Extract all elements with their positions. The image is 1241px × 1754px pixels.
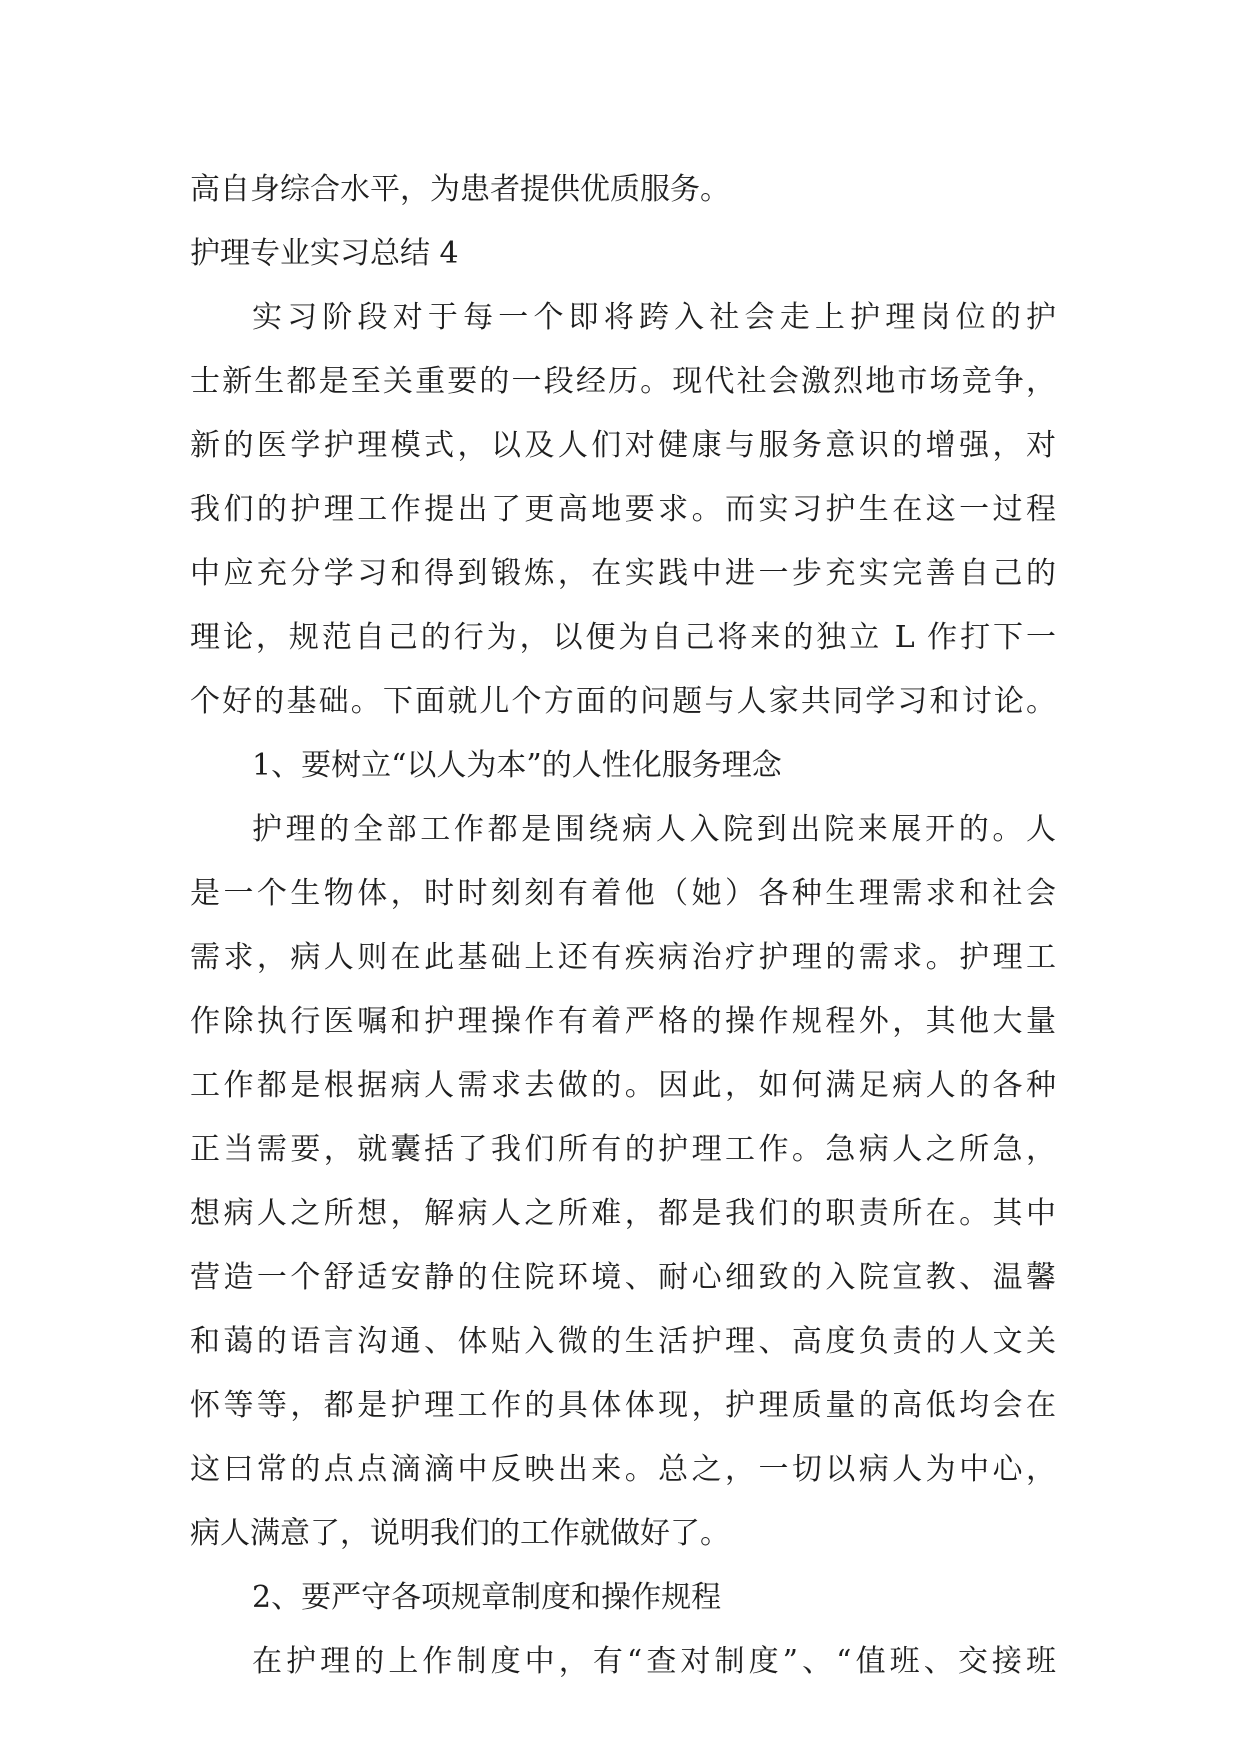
paragraph-line: 我们的护理工作提出了更高地要求。而实习护生在这一过程 [190, 492, 1056, 527]
paragraph-line: 中应充分学习和得到锻炼，在实践中进一步充实完善自己的 [190, 556, 1056, 591]
section-title: 护理专业实习总结 4 [190, 236, 459, 271]
paragraph-line: 需求，病人则在此基础上还有疾病治疗护理的需求。护理工 [190, 940, 1056, 975]
paragraph-line: 护理的全部工作都是围绕病人入院到出院来展开的。人 [252, 812, 1056, 847]
document-body [190, 158, 1056, 1694]
continuation-line: 高自身综合水平，为患者提供优质服务。 [190, 172, 730, 207]
paragraph-2 [190, 798, 1056, 1566]
paragraph-1 [190, 286, 1056, 734]
paragraph-line: 理论，规范自己的行为，以便为自己将来的独立 L 作打下一 [190, 620, 1056, 655]
paragraph-line: 怀等等，都是护理工作的具体体现，护理质量的高低均会在 [190, 1388, 1056, 1423]
section-heading-2: 2、要严守各项规章制度和操作规程 [252, 1580, 722, 1615]
paragraph-line: 实习阶段对于每一个即将跨入社会走上护理岗位的护 [252, 300, 1056, 335]
paragraph-line: 个好的基础。下面就儿个方面的问题与人家共同学习和讨论。 [190, 684, 1056, 719]
paragraph-line: 想病人之所想，解病人之所难，都是我们的职责所在。其中 [190, 1196, 1056, 1231]
paragraph-line: 士新生都是至关重要的一段经历。现代社会激烈地市场竞争， [190, 364, 1056, 399]
paragraph-line: 和蔼的语言沟通、体贴入微的生活护理、高度负责的人文关 [190, 1324, 1056, 1359]
paragraph-line: 这曰常的点点滴滴中反映出来。总之，一切以病人为中心， [190, 1452, 1056, 1487]
paragraph-line: 营造一个舒适安静的住院环境、耐心细致的入院宣教、温馨 [190, 1260, 1056, 1295]
paragraph-3-start: 在护理的上作制度中，有“查对制度”、“值班、交接班 [252, 1644, 1056, 1679]
paragraph-line: 病人满意了，说明我们的工作就做好了。 [190, 1516, 730, 1551]
paragraph-line: 作除执行医嘱和护理操作有着严格的操作规程外，其他大量 [190, 1004, 1056, 1039]
section-heading-1: 1、要树立“以人为本”的人性化服务理念 [252, 748, 782, 783]
paragraph-line: 是一个生物体，时时刻刻有着他（她）各种生理需求和社会 [190, 876, 1056, 911]
paragraph-line: 正当需要，就囊括了我们所有的护理工作。急病人之所急， [190, 1132, 1056, 1167]
paragraph-line: 新的医学护理模式，以及人们对健康与服务意识的增强，对 [190, 428, 1056, 463]
paragraph-line: 工作都是根据病人需求去做的。因此，如何满足病人的各种 [190, 1068, 1056, 1103]
